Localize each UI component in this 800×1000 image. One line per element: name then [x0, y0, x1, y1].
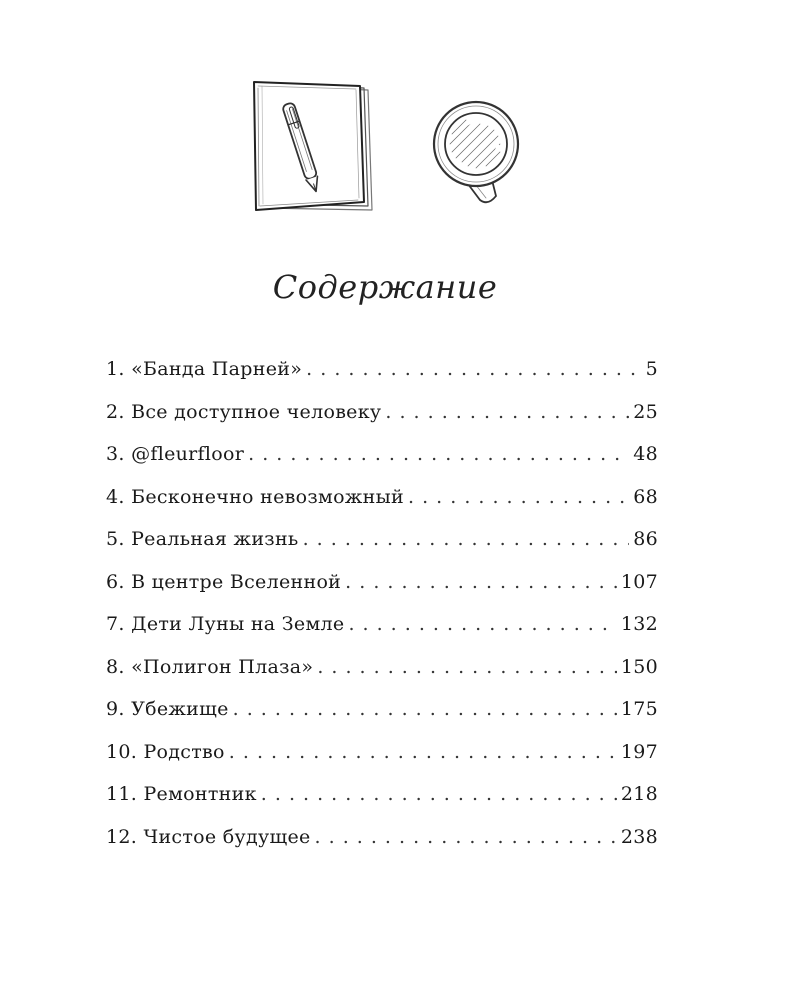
toc-entry-page: 107: [620, 570, 658, 593]
toc-entry-page: 238: [620, 825, 658, 848]
toc-entry-page: 68: [633, 485, 658, 508]
toc-entry-page: 218: [620, 783, 658, 805]
dot-leader: [229, 741, 617, 763]
toc-entry-title: 8. «Полигон Плаза»: [106, 655, 314, 678]
toc-entry-title: 5. Реальная жизнь: [106, 528, 299, 550]
toc-entry-title: 9. Убежище: [106, 698, 229, 720]
dot-leader: [348, 613, 616, 635]
dot-leader: [248, 443, 629, 465]
toc-entry-page: 197: [620, 740, 658, 763]
toc-entry[interactable]: [106, 783, 658, 826]
toc-entry-page: 25: [633, 400, 658, 423]
page-title: Содержание: [272, 268, 498, 306]
toc-entry[interactable]: [106, 613, 658, 656]
toc-entry-title: 6. В центре Вселенной: [106, 570, 342, 593]
toc-entry-title: 11. Ремонтник: [106, 783, 257, 805]
dot-leader: [303, 528, 630, 550]
coffee-cup-icon: [434, 102, 518, 202]
toc-entry-page: 150: [620, 655, 658, 678]
dot-leader: [306, 358, 641, 380]
dot-leader: [408, 486, 629, 508]
dot-leader: [345, 571, 617, 593]
toc-entry[interactable]: [106, 358, 658, 401]
toc-entry-page: 48: [633, 443, 658, 465]
toc-entry[interactable]: [106, 401, 658, 444]
toc-entry-title: 3. @fleurfloor: [106, 443, 245, 465]
toc-entry-page: 86: [633, 528, 658, 550]
toc-entry[interactable]: [106, 698, 658, 741]
toc-entry-page: 5: [645, 358, 658, 380]
toc-entry[interactable]: [106, 571, 658, 614]
toc-entry-title: 4. Бесконечно невозможный: [106, 485, 404, 508]
toc-entry-title: 2. Все доступное человеку: [106, 400, 382, 423]
toc-entry-title: 12. Чистое будущее: [106, 825, 311, 848]
toc-entry[interactable]: [106, 826, 658, 869]
dot-leader: [261, 783, 617, 805]
toc-entry-title: 10. Родство: [106, 740, 225, 763]
toc-entry[interactable]: [106, 486, 658, 529]
toc-entry[interactable]: [106, 656, 658, 699]
dot-leader: [233, 698, 617, 720]
dot-leader: [385, 401, 629, 423]
toc-entry-title: 7. Дети Луны на Земле: [106, 613, 345, 635]
toc-entry-page: 132: [620, 613, 658, 635]
dot-leader: [317, 656, 617, 678]
toc-entry[interactable]: [106, 443, 658, 486]
toc-entry-title: 1. «Банда Парней»: [106, 358, 303, 380]
toc-entry[interactable]: [106, 528, 658, 571]
toc-entry[interactable]: [106, 741, 658, 784]
notebook-with-pen-icon: [254, 82, 372, 210]
toc-entry-page: 175: [620, 698, 658, 720]
header-illustration: [240, 72, 540, 222]
table-of-contents: [106, 358, 658, 868]
dot-leader: [315, 826, 617, 848]
